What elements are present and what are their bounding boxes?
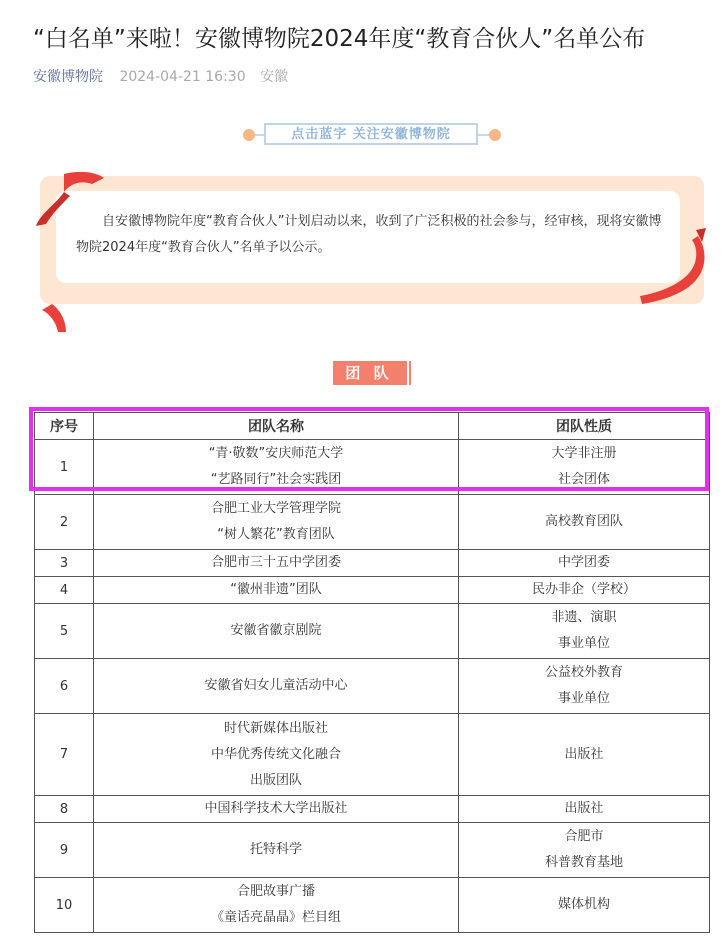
- header-team-name: 团队名称: [94, 413, 459, 440]
- table-row: [35, 659, 710, 714]
- team-type-cell: [459, 577, 710, 604]
- banner-dot-right: [489, 129, 501, 141]
- header-team-type: 团队性质: [459, 413, 710, 440]
- team-type-cell: [459, 440, 710, 495]
- row-number: 8: [35, 796, 94, 823]
- team-name-line: 中国科学技术大学出版社: [204, 801, 348, 816]
- row-number: 2: [35, 495, 94, 550]
- team-name-cell: [94, 604, 459, 659]
- team-name-line: “树人繁花”教育团队: [217, 527, 335, 542]
- header-number: 序号: [35, 413, 94, 440]
- intro-card-inner: [56, 191, 680, 283]
- team-type-cell: [459, 796, 710, 823]
- team-type-cell: [459, 823, 710, 878]
- team-name-line: “艺路同行”社会实践团: [210, 472, 342, 487]
- article-title: “白名单”来啦！安徽博物院2024年度“教育合伙人”名单公布: [33, 26, 646, 52]
- table-row: [35, 823, 710, 878]
- team-type-line: 民办非企（学校）: [531, 582, 636, 597]
- author-link[interactable]: 安徽博物院: [33, 69, 103, 85]
- team-type-line: 社会团体: [557, 472, 610, 487]
- row-number: 5: [35, 604, 94, 659]
- article-meta: [33, 67, 288, 87]
- table-header-row: [35, 413, 710, 440]
- team-type-cell: [459, 604, 710, 659]
- team-name-line: 合肥故事广播: [236, 884, 315, 899]
- team-type-line: 出版社: [564, 801, 604, 816]
- team-type-line: 事业单位: [557, 691, 610, 706]
- team-type-line: 合肥市: [564, 829, 604, 844]
- team-type-line: 科普教育基地: [544, 855, 623, 870]
- row-number: 9: [35, 823, 94, 878]
- team-name-cell: [94, 440, 459, 495]
- heading-stripe: [405, 361, 413, 385]
- table-row: [35, 577, 710, 604]
- follow-banner[interactable]: [243, 122, 501, 148]
- team-name-line: 合肥市三十五中学团委: [210, 555, 341, 570]
- section-heading-team: [333, 361, 413, 385]
- follow-banner-text[interactable]: 点击蓝字 关注安徽博物院: [264, 123, 478, 145]
- table-row: [35, 604, 710, 659]
- team-type-cell: [459, 714, 710, 796]
- table-row: [35, 714, 710, 796]
- row-number: 3: [35, 550, 94, 577]
- heading-text: 团 队: [345, 364, 393, 382]
- team-name-cell: [94, 495, 459, 550]
- team-name-cell: [94, 659, 459, 714]
- team-type-line: 中学团委: [557, 555, 610, 570]
- intro-card: [40, 176, 704, 304]
- team-name-line: 时代新媒体出版社: [223, 720, 328, 736]
- table-body: [35, 440, 710, 933]
- publish-date: 2024-04-21 16:30: [119, 69, 246, 85]
- team-type-line: 出版社: [564, 746, 604, 762]
- table-row: [35, 495, 710, 550]
- team-name-line: 中华优秀传统文化融合: [210, 746, 341, 762]
- team-name-line: 托特科学: [249, 842, 302, 857]
- row-number: 1: [35, 440, 94, 495]
- table-row: [35, 796, 710, 823]
- table-row: [35, 550, 710, 577]
- table-row: [35, 440, 710, 495]
- banner-dot-left: [243, 129, 255, 141]
- team-name-cell: [94, 577, 459, 604]
- publish-location: 安徽: [260, 69, 289, 85]
- team-type-cell: [459, 550, 710, 577]
- team-name-line: 安徽省妇女儿童活动中心: [204, 678, 348, 693]
- team-name-line: 《童话亮晶晶》栏目组: [210, 910, 341, 925]
- team-name-line: 出版团队: [249, 772, 302, 788]
- teams-table: [34, 412, 710, 933]
- team-type-line: 媒体机构: [557, 897, 610, 912]
- team-type-line: 大学非注册: [551, 446, 617, 461]
- row-number: 7: [35, 714, 94, 796]
- team-name-cell: [94, 550, 459, 577]
- team-type-cell: [459, 659, 710, 714]
- team-name-line: 合肥工业大学管理学院: [210, 501, 341, 516]
- team-type-line: 高校教育团队: [544, 514, 623, 529]
- team-type-cell: [459, 495, 710, 550]
- ribbon-left-decoration: [30, 170, 110, 336]
- team-type-line: 公益校外教育: [544, 665, 623, 680]
- team-type-line: 事业单位: [557, 636, 610, 651]
- team-name-line: “青·敬数”安庆师范大学: [208, 446, 344, 461]
- team-name-cell: [94, 714, 459, 796]
- team-name-cell: [94, 878, 459, 933]
- team-name-cell: [94, 796, 459, 823]
- ribbon-right-decoration: [636, 226, 710, 310]
- row-number: 10: [35, 878, 94, 933]
- team-type-line: 非遗、演职: [551, 610, 617, 625]
- row-number: 6: [35, 659, 94, 714]
- team-name-line: “徽州非遗”团队: [230, 582, 322, 597]
- intro-text: 自安徽博物院年度“教育合伙人”计划启动以来，收到了广泛积极的社会参与，经审核，现将安徽博物院2024年度“教育合伙人”名单予以公示。: [76, 214, 662, 255]
- team-name-line: 安徽省徽京剧院: [230, 623, 322, 638]
- row-number: 4: [35, 577, 94, 604]
- team-type-cell: [459, 878, 710, 933]
- table-row: [35, 878, 710, 933]
- team-name-cell: [94, 823, 459, 878]
